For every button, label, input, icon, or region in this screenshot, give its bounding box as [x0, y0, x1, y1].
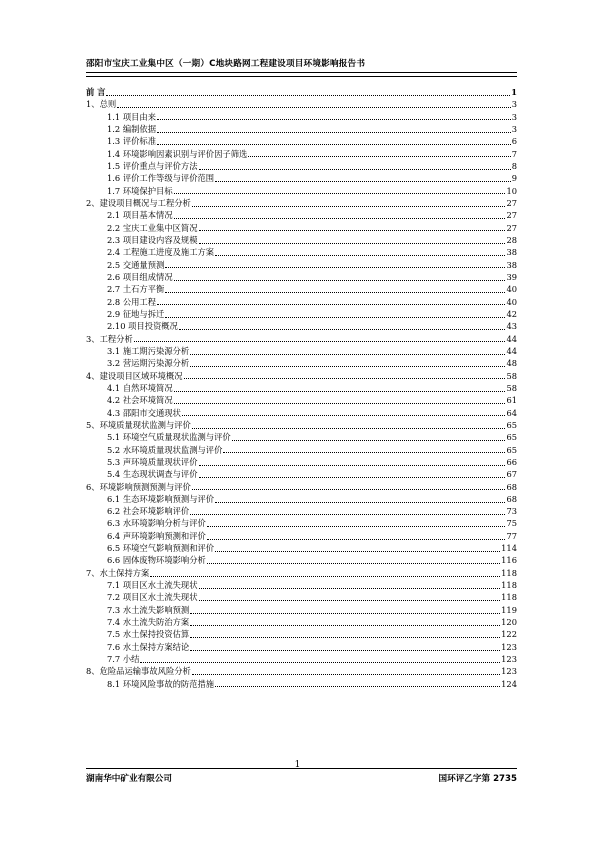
toc-entry-label: 2、建设项目概况与工程分析 — [86, 197, 191, 208]
toc-entry-label: 4.3 邵阳市交通现状 — [107, 407, 181, 418]
toc-entry-page: 3 — [511, 123, 517, 134]
toc-entry-page: 118 — [501, 567, 517, 578]
toc-dot-leader — [190, 625, 500, 626]
toc-dot-leader — [190, 613, 500, 614]
toc-dot-leader — [192, 206, 506, 207]
toc-entry-page: 27 — [506, 222, 517, 233]
toc-entry-label: 7.4 水土流失防治方案 — [107, 617, 190, 628]
toc-entry-page: 61 — [506, 395, 517, 406]
toc-entry-section[interactable] — [86, 641, 517, 653]
toc-dot-leader — [157, 132, 511, 133]
toc-entry-page: 65 — [506, 432, 517, 443]
toc-dot-leader — [192, 674, 500, 675]
toc-dot-leader — [179, 329, 506, 330]
footer-license: 国环评乙字第 2735 — [438, 774, 517, 784]
toc-entry-label: 7.1 项目区水土流失现状 — [107, 580, 198, 591]
toc-entry-page: 58 — [506, 370, 517, 381]
toc-entry-label: 7.2 项目区水土流失现状 — [107, 592, 198, 603]
toc-dot-leader — [215, 255, 505, 256]
toc-dot-leader — [248, 156, 510, 157]
footer-rule — [86, 768, 517, 769]
toc-dot-leader — [190, 354, 505, 355]
toc-entry-section[interactable] — [86, 407, 517, 419]
toc-entry-label: 2.3 项目建设内容及规模 — [107, 234, 198, 245]
toc-entry-page: 65 — [506, 419, 517, 430]
toc-dot-leader — [199, 230, 506, 231]
toc-entry-section[interactable] — [86, 653, 517, 665]
toc-dot-leader — [223, 452, 505, 453]
toc-entry-section[interactable] — [86, 468, 517, 480]
toc-entry-label: 2.10 项目投资概况 — [107, 321, 178, 332]
toc-entry-section[interactable] — [86, 456, 517, 468]
toc-entry-label: 7.7 小结 — [107, 654, 140, 665]
toc-entry-section[interactable] — [86, 579, 517, 591]
toc-entry-label: 1.3 评价标准 — [107, 136, 157, 147]
toc-dot-leader — [192, 428, 506, 429]
toc-entry-section[interactable] — [86, 493, 517, 505]
toc-entry-page: 68 — [506, 481, 517, 492]
toc-entry-label: 3.2 营运期污染源分析 — [107, 358, 190, 369]
toc-entry-chapter[interactable] — [86, 419, 517, 431]
toc-entry-label: 4.1 自然环境简况 — [107, 382, 173, 393]
toc-entry-section[interactable] — [86, 357, 517, 369]
toc-dot-leader — [117, 107, 511, 108]
toc-entry-page: 73 — [506, 506, 517, 517]
toc-entry-page: 58 — [506, 382, 517, 393]
toc-entry-page: 124 — [501, 678, 517, 689]
toc-entry-section[interactable] — [86, 542, 517, 554]
toc-entry-section[interactable] — [86, 259, 517, 271]
toc-dot-leader — [215, 502, 505, 503]
toc-entry-section[interactable] — [86, 271, 517, 283]
toc-entry-label: 2.1 项目基本情况 — [107, 210, 173, 221]
toc-entry-label: 1.2 编制依据 — [107, 123, 157, 134]
toc-entry-label: 5.2 水环境质量现状监测与评价 — [107, 444, 223, 455]
toc-entry-label: 1.7 环境保护目标 — [107, 185, 173, 196]
toc-entry-section[interactable] — [86, 431, 517, 443]
toc-entry-section[interactable] — [86, 222, 517, 234]
toc-dot-leader — [157, 119, 511, 120]
toc-entry-page: 75 — [506, 518, 517, 529]
toc-entry-label: 7.3 水土流失影响预测 — [107, 604, 190, 615]
toc-entry-section[interactable] — [86, 530, 517, 542]
toc-entry-section[interactable] — [86, 135, 517, 147]
toc-entry-section[interactable] — [86, 591, 517, 603]
toc-entry-page: 67 — [506, 469, 517, 480]
toc-entry-page: 27 — [506, 197, 517, 208]
toc-entry-label: 4、建设项目区域环境概况 — [86, 370, 183, 381]
toc-entry-section[interactable] — [86, 678, 517, 690]
toc-entry-label: 5.4 生态现状调查与评价 — [107, 469, 198, 480]
toc-dot-leader — [190, 514, 505, 515]
document-header-title: 邵阳市宝庆工业集中区（一期）C地块路网工程建设项目环境影响报告书 — [86, 59, 366, 69]
toc-entry-label: 前 言 — [86, 87, 106, 97]
header-rule-thick — [86, 72, 517, 73]
toc-entry-chapter[interactable] — [86, 333, 517, 345]
toc-entry-page: 118 — [501, 592, 517, 603]
toc-entry-section[interactable] — [86, 345, 517, 357]
footer-company: 湖南华中矿业有限公司 — [86, 774, 172, 784]
toc-entry-page: 66 — [506, 456, 517, 467]
toc-entry-section[interactable] — [86, 517, 517, 529]
toc-dot-leader — [199, 600, 501, 601]
toc-entry-label: 1.1 项目由来 — [107, 111, 157, 122]
toc-dot-leader — [190, 366, 505, 367]
toc-dot-leader — [165, 267, 505, 268]
toc-dot-leader — [165, 292, 505, 293]
toc-entry-label: 5.3 声环境质量现状评价 — [107, 456, 198, 467]
toc-entry-section[interactable] — [86, 616, 517, 628]
toc-entry-page: 123 — [501, 654, 517, 665]
toc-entry-page: 123 — [501, 641, 517, 652]
toc-entry-label: 7、水土保持方案 — [86, 567, 150, 578]
toc-entry-label: 1、总则 — [86, 99, 117, 110]
toc-entry-section[interactable] — [86, 209, 517, 221]
toc-entry-page: 9 — [511, 173, 517, 184]
toc-entry-page: 42 — [506, 308, 517, 319]
toc-entry-page: 40 — [506, 284, 517, 295]
toc-entry-page: 38 — [506, 247, 517, 258]
toc-entry-chapter[interactable] — [86, 370, 517, 382]
toc-dot-leader — [182, 415, 506, 416]
toc-entry-page: 114 — [501, 543, 517, 554]
toc-dot-leader — [174, 391, 506, 392]
toc-entry-page: 65 — [506, 444, 517, 455]
toc-dot-leader — [215, 181, 511, 182]
toc-entry-page: 8 — [511, 160, 517, 171]
toc-entry-label: 1.5 评价重点与评价方法 — [107, 160, 198, 171]
toc-entry-label: 5.1 环境空气质量现状监测与评价 — [107, 432, 231, 443]
toc-dot-leader — [140, 662, 500, 663]
toc-dot-leader — [215, 686, 500, 687]
toc-entry-page: 10 — [506, 185, 517, 196]
page-number: 1 — [294, 760, 301, 770]
toc-dot-leader — [199, 243, 506, 244]
toc-entry-section[interactable] — [86, 148, 517, 160]
toc-entry-label: 8、危险品运输事故风险分析 — [86, 666, 191, 677]
toc-entry-page: 64 — [506, 407, 517, 418]
toc-entry-section[interactable] — [86, 111, 517, 123]
toc-entry-label: 2.8 公用工程 — [107, 296, 157, 307]
toc-entry-section[interactable] — [86, 123, 517, 135]
toc-entry-section[interactable] — [86, 172, 517, 184]
toc-entry-label: 4.2 社会环境简况 — [107, 395, 173, 406]
toc-entry-page: 68 — [506, 493, 517, 504]
toc-dot-leader — [192, 489, 506, 490]
toc-entry-page: 7 — [511, 148, 517, 159]
toc-entry-section[interactable] — [86, 185, 517, 197]
toc-entry-section[interactable] — [86, 394, 517, 406]
toc-entry-chapter[interactable] — [86, 665, 517, 677]
toc-entry-label: 1.4 环境影响因素识别与评价因子筛选 — [107, 148, 248, 159]
toc-entry-chapter[interactable] — [86, 197, 517, 209]
toc-entry-label: 3.1 施工期污染源分析 — [107, 345, 190, 356]
toc-dot-leader — [199, 588, 501, 589]
toc-entry-chapter[interactable] — [86, 567, 517, 579]
toc-entry-chapter[interactable] — [86, 481, 517, 493]
header-rule-thin — [86, 76, 517, 77]
toc-entry-section[interactable] — [86, 234, 517, 246]
toc-dot-leader — [184, 378, 506, 379]
toc-entry-page: 40 — [506, 296, 517, 307]
toc-dot-leader — [215, 551, 500, 552]
toc-dot-leader — [190, 650, 500, 651]
toc-dot-leader — [174, 280, 506, 281]
toc-entry-section[interactable] — [86, 628, 517, 640]
toc-entry-page: 44 — [506, 345, 517, 356]
toc-dot-leader — [199, 477, 506, 478]
toc-entry-section[interactable] — [86, 320, 517, 332]
toc-entry-section[interactable] — [86, 382, 517, 394]
toc-entry-label: 2.4 工程施工进度及施工方案 — [107, 247, 215, 258]
toc-entry-section[interactable] — [86, 308, 517, 320]
toc-entry-page: 6 — [511, 136, 517, 147]
toc-entry-section[interactable] — [86, 296, 517, 308]
toc-entry-label: 2.2 宝庆工业集中区简况 — [107, 222, 198, 233]
toc-dot-leader — [106, 95, 510, 96]
toc-entry-label: 1.6 评价工作等级与评价范围 — [107, 173, 215, 184]
toc-entry-page: 3 — [511, 111, 517, 122]
toc-entry-page: 116 — [501, 555, 517, 566]
toc-dot-leader — [199, 465, 506, 466]
toc-dot-leader — [174, 403, 506, 404]
table-of-contents — [86, 86, 517, 690]
toc-entry-section[interactable] — [86, 444, 517, 456]
toc-entry-page: 38 — [506, 259, 517, 270]
toc-dot-leader — [157, 144, 511, 145]
toc-entry-label: 5、环境质量现状监测与评价 — [86, 419, 191, 430]
toc-dot-leader — [207, 539, 506, 540]
toc-entry-page: 43 — [506, 321, 517, 332]
toc-entry-label: 7.6 水土保持方案结论 — [107, 641, 190, 652]
toc-entry-page: 122 — [501, 629, 517, 640]
toc-entry-label: 2.9 征地与拆迁 — [107, 308, 165, 319]
toc-entry-label: 6.6 固体废物环境影响分析 — [107, 555, 206, 566]
toc-entry-page: 119 — [501, 604, 517, 615]
toc-dot-leader — [157, 304, 505, 305]
toc-entry-section[interactable] — [86, 160, 517, 172]
toc-entry-page: 39 — [506, 271, 517, 282]
toc-entry-page: 1 — [511, 87, 517, 97]
toc-dot-leader — [134, 341, 506, 342]
toc-entry-page: 120 — [501, 617, 517, 628]
toc-entry-label: 3、工程分析 — [86, 333, 133, 344]
toc-entry-chapter[interactable] — [86, 86, 517, 98]
toc-entry-page: 123 — [501, 666, 517, 677]
toc-entry-page: 48 — [506, 358, 517, 369]
toc-entry-label: 6、环境影响预测预测与评价 — [86, 481, 191, 492]
toc-entry-label: 2.7 土石方平衡 — [107, 284, 165, 295]
toc-entry-section[interactable] — [86, 505, 517, 517]
toc-entry-section[interactable] — [86, 604, 517, 616]
toc-entry-page: 118 — [501, 580, 517, 591]
toc-entry-section[interactable] — [86, 283, 517, 295]
toc-dot-leader — [207, 526, 506, 527]
toc-dot-leader — [190, 637, 500, 638]
toc-entry-page: 28 — [506, 234, 517, 245]
toc-entry-label: 2.6 项目组成情况 — [107, 271, 173, 282]
toc-entry-label: 6.5 环境空气影响预测和评价 — [107, 543, 215, 554]
toc-entry-page: 77 — [506, 530, 517, 541]
toc-dot-leader — [150, 576, 500, 577]
toc-entry-chapter[interactable] — [86, 98, 517, 110]
toc-dot-leader — [174, 193, 506, 194]
toc-entry-label: 7.5 水土保持投资估算 — [107, 629, 190, 640]
toc-dot-leader — [207, 563, 500, 564]
toc-entry-section[interactable] — [86, 554, 517, 566]
toc-entry-label: 6.4 声环境影响预测和评价 — [107, 530, 206, 541]
toc-dot-leader — [232, 440, 506, 441]
toc-dot-leader — [199, 169, 511, 170]
toc-entry-page: 27 — [506, 210, 517, 221]
toc-entry-section[interactable] — [86, 246, 517, 258]
toc-dot-leader — [174, 218, 506, 219]
toc-entry-label: 8.1 环境风险事故的防范措施 — [107, 678, 215, 689]
toc-entry-label: 6.3 水环境影响分析与评价 — [107, 518, 206, 529]
toc-entry-label: 6.2 社会环境影响评价 — [107, 506, 190, 517]
toc-entry-page: 44 — [506, 333, 517, 344]
toc-entry-label: 6.1 生态环境影响预测与评价 — [107, 493, 215, 504]
toc-entry-label: 2.5 交通量预测 — [107, 259, 165, 270]
toc-dot-leader — [165, 317, 505, 318]
toc-entry-page: 3 — [511, 99, 517, 110]
